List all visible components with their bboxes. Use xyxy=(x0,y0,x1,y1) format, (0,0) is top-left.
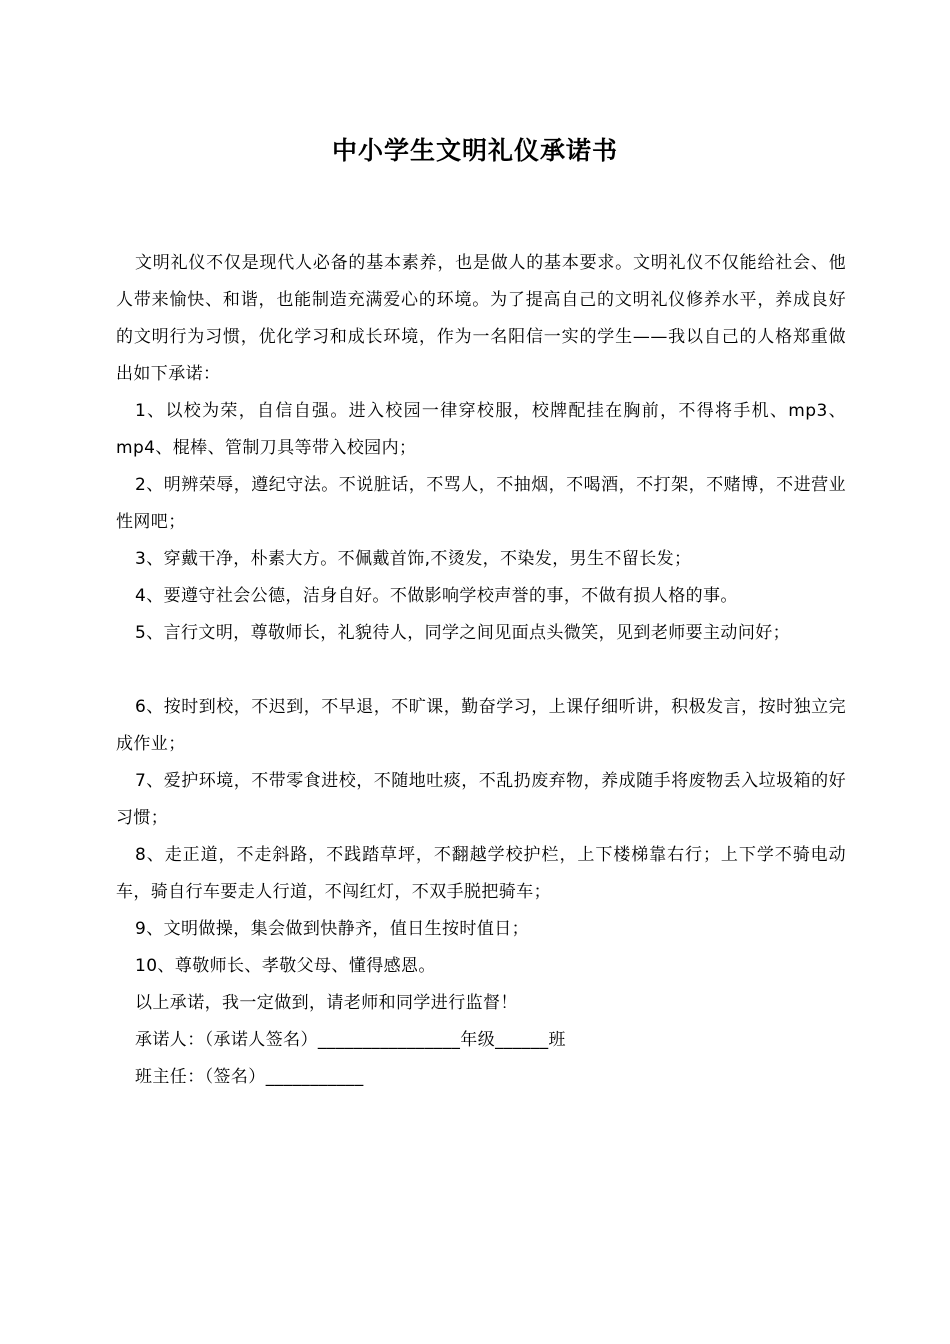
pledge-item-1: 1、以校为荣，自信自强。进入校园一律穿校服，校牌配挂在胸前，不得将手机、mp3、mp4、棍棒、管制刀具等带入校园内； xyxy=(116,401,846,458)
student-signature-line: 承诺人：（承诺人签名）________________年级______班 xyxy=(135,1030,566,1050)
closing-statement: 以上承诺，我一定做到，请老师和同学进行监督！ xyxy=(135,993,518,1013)
pledge-item-6: 6、按时到校，不迟到，不早退，不旷课，勤奋学习，上课仔细听讲，积极发言，按时独立完成作业； xyxy=(116,697,846,754)
document-title: 中小学生文明礼仪承诺书 xyxy=(331,136,618,165)
blank-line xyxy=(116,652,846,689)
pledge-item-3: 3、穿戴干净，朴素大方。不佩戴首饰,不烫发，不染发，男生不留长发； xyxy=(135,549,692,569)
intro-paragraph: 文明礼仪不仅是现代人必备的基本素养，也是做人的基本要求。文明礼仪不仅能给社会、他人带来愉快、和谐，也能制造充满爱心的环境。为了提高自己的文明礼仪修养水平，养成良好的文明行为习惯，优化学习和成长环境，作为一名阳信一实的学生——我以自己的人格郑重做出如下承诺： xyxy=(116,253,846,384)
document-body xyxy=(116,245,846,1096)
teacher-signature-line: 班主任：（签名）___________ xyxy=(135,1067,364,1087)
pledge-item-10: 10、尊敬师长、孝敬父母、懂得感恩。 xyxy=(135,956,436,976)
pledge-item-4: 4、要遵守社会公德，洁身自好。不做影响学校声誉的事，不做有损人格的事。 xyxy=(135,586,738,606)
pledge-item-5: 5、言行文明，尊敬师长，礼貌待人，同学之间见面点头微笑，见到老师要主动问好； xyxy=(135,623,791,643)
pledge-item-2: 2、明辨荣辱，遵纪守法。不说脏话，不骂人，不抽烟，不喝酒，不打架，不赌博，不进营业性网吧； xyxy=(116,475,846,532)
pledge-item-9: 9、文明做操，集会做到快静齐，值日生按时值日； xyxy=(135,919,530,939)
pledge-item-7: 7、爱护环境，不带零食进校，不随地吐痰，不乱扔废弃物，养成随手将废物丢入垃圾箱的好习惯； xyxy=(116,771,846,828)
pledge-item-8: 8、走正道，不走斜路，不践踏草坪，不翻越学校护栏，上下楼梯靠右行；上下学不骑电动车，骑自行车要走人行道，不闯红灯，不双手脱把骑车； xyxy=(116,845,846,902)
